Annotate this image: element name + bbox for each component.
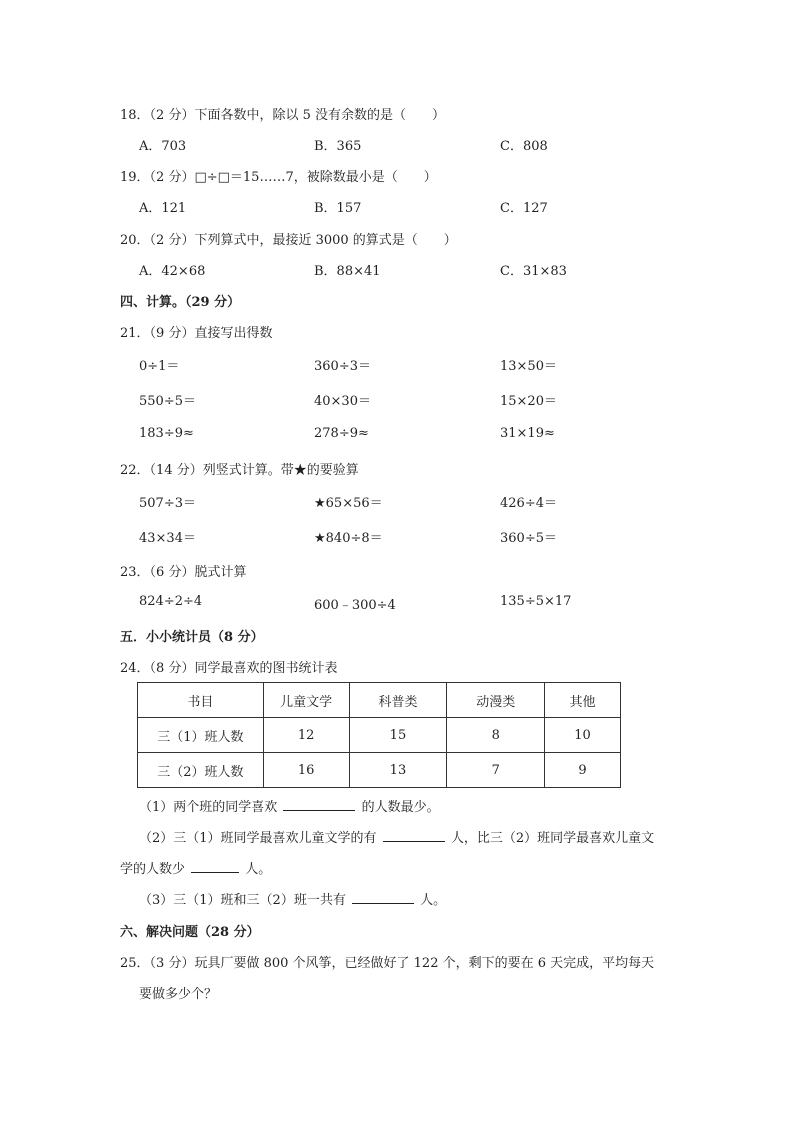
answer-blank[interactable] <box>383 829 445 842</box>
q21-item: 183÷9≈ <box>139 426 194 441</box>
q18-option-b[interactable]: B．365 <box>314 139 362 154</box>
section-4-heading: 四、计算。（29 分） <box>120 295 241 310</box>
q22-row <box>139 492 699 510</box>
q20-option-c[interactable]: C．31×83 <box>500 264 567 279</box>
book-stats-table <box>137 682 621 788</box>
q22-item: 426÷4＝ <box>500 496 557 511</box>
q20-stem: 20．（2 分）下列算式中，最接近 3000 的算式是（ ） <box>120 233 457 248</box>
q22-row <box>139 527 699 545</box>
table-cell: 8 <box>447 718 545 753</box>
q19-stem: 19．（2 分）□÷□＝15……7，被除数最小是（ ） <box>120 170 437 185</box>
answer-blank[interactable] <box>352 891 414 904</box>
q24-subquestion-3 <box>139 889 446 908</box>
table-cell: 12 <box>263 718 349 753</box>
q24-s1-text-end: 的人数最少。 <box>361 800 440 815</box>
q23-stem: 23．（6 分）脱式计算 <box>120 565 247 580</box>
table-cell: 三（2）班人数 <box>138 753 264 788</box>
q21-row <box>139 390 699 408</box>
q24-s1-text: （1）两个班的同学喜欢 <box>139 800 278 815</box>
q24-s2-text-end: 人。 <box>245 862 272 877</box>
q22-item: 43×34＝ <box>139 531 196 546</box>
q21-stem: 21．（9 分）直接写出得数 <box>120 326 273 341</box>
q21-item: 31×19≈ <box>500 426 555 441</box>
answer-blank[interactable] <box>191 860 239 873</box>
q21-item: 0÷1＝ <box>139 359 180 374</box>
section-5-heading: 五．小小统计员（8 分） <box>120 630 264 645</box>
q19-option-b[interactable]: B．157 <box>314 201 362 216</box>
q18-option-c[interactable]: C．808 <box>500 139 548 154</box>
table-cell: 16 <box>263 753 349 788</box>
q24-s2-text: （2）三（1）班同学最喜欢儿童文学的有 <box>139 831 377 846</box>
q19-option-c[interactable]: C．127 <box>500 201 548 216</box>
q23-row <box>139 594 699 612</box>
q18-stem: 18．（2 分）下面各数中，除以 5 没有余数的是（ ） <box>120 108 445 123</box>
q18-options <box>139 135 699 153</box>
table-header-cell: 儿童文学 <box>263 683 349 718</box>
q21-item: 15×20＝ <box>500 394 557 409</box>
table-header-row <box>138 683 621 718</box>
q23-item: 600﹣300÷4 <box>314 598 396 613</box>
table-row <box>138 753 621 788</box>
q21-item: 13×50＝ <box>500 359 557 374</box>
q20-options <box>139 260 699 278</box>
q25-stem-line-2: 要做多少个？ <box>139 987 218 1002</box>
q24-stem: 24．（8 分）同学最喜欢的图书统计表 <box>120 661 338 676</box>
q19-option-a[interactable]: A．121 <box>139 201 187 216</box>
table-header-cell: 书目 <box>138 683 264 718</box>
q21-item: 550÷5＝ <box>139 394 196 409</box>
section-6-heading: 六、解决问题（28 分） <box>120 925 260 940</box>
table-cell: 13 <box>349 753 447 788</box>
q22-item: 507÷3＝ <box>139 496 196 511</box>
table-row <box>138 718 621 753</box>
q20-option-b[interactable]: B．88×41 <box>314 264 381 279</box>
q19-options <box>139 197 699 215</box>
q24-s2-text-cont: 学的人数少 <box>120 862 186 877</box>
q24-subquestion-2 <box>139 827 654 846</box>
q22-stem: 22．（14 分）列竖式计算。带★的要验算 <box>120 463 359 478</box>
table-cell: 三（1）班人数 <box>138 718 264 753</box>
q21-row <box>139 355 699 373</box>
q22-item: 360÷5＝ <box>500 531 557 546</box>
q23-item: 824÷2÷4 <box>139 594 203 609</box>
table-header-cell: 科普类 <box>349 683 447 718</box>
q23-item: 135÷5×17 <box>500 594 572 609</box>
q24-s2-text-mid: 人，比三（2）班同学最喜欢儿童文 <box>450 831 655 846</box>
table-cell: 15 <box>349 718 447 753</box>
q25-stem-line-1: 25．（3 分）玩具厂要做 800 个风筝，已经做好了 122 个，剩下的要在 6 天完成，平均每天 <box>120 956 655 971</box>
table-cell: 9 <box>545 753 621 788</box>
q24-subquestion-1 <box>139 796 440 815</box>
q22-item: ★840÷8＝ <box>314 531 383 546</box>
q21-row <box>139 426 699 444</box>
table-header-cell: 其他 <box>545 683 621 718</box>
q24-s3-text-end: 人。 <box>420 893 447 908</box>
q21-item: 40×30＝ <box>314 394 371 409</box>
q24-s3-text: （3）三（1）班和三（2）班一共有 <box>139 893 346 908</box>
table-cell: 7 <box>447 753 545 788</box>
q20-option-a[interactable]: A．42×68 <box>139 264 206 279</box>
q24-subquestion-2-cont <box>120 858 271 877</box>
table-cell: 10 <box>545 718 621 753</box>
table-header-cell: 动漫类 <box>447 683 545 718</box>
answer-blank[interactable] <box>283 798 355 811</box>
q22-item: ★65×56＝ <box>314 496 383 511</box>
q21-item: 360÷3＝ <box>314 359 371 374</box>
q21-item: 278÷9≈ <box>314 426 369 441</box>
q18-option-a[interactable]: A．703 <box>139 139 187 154</box>
